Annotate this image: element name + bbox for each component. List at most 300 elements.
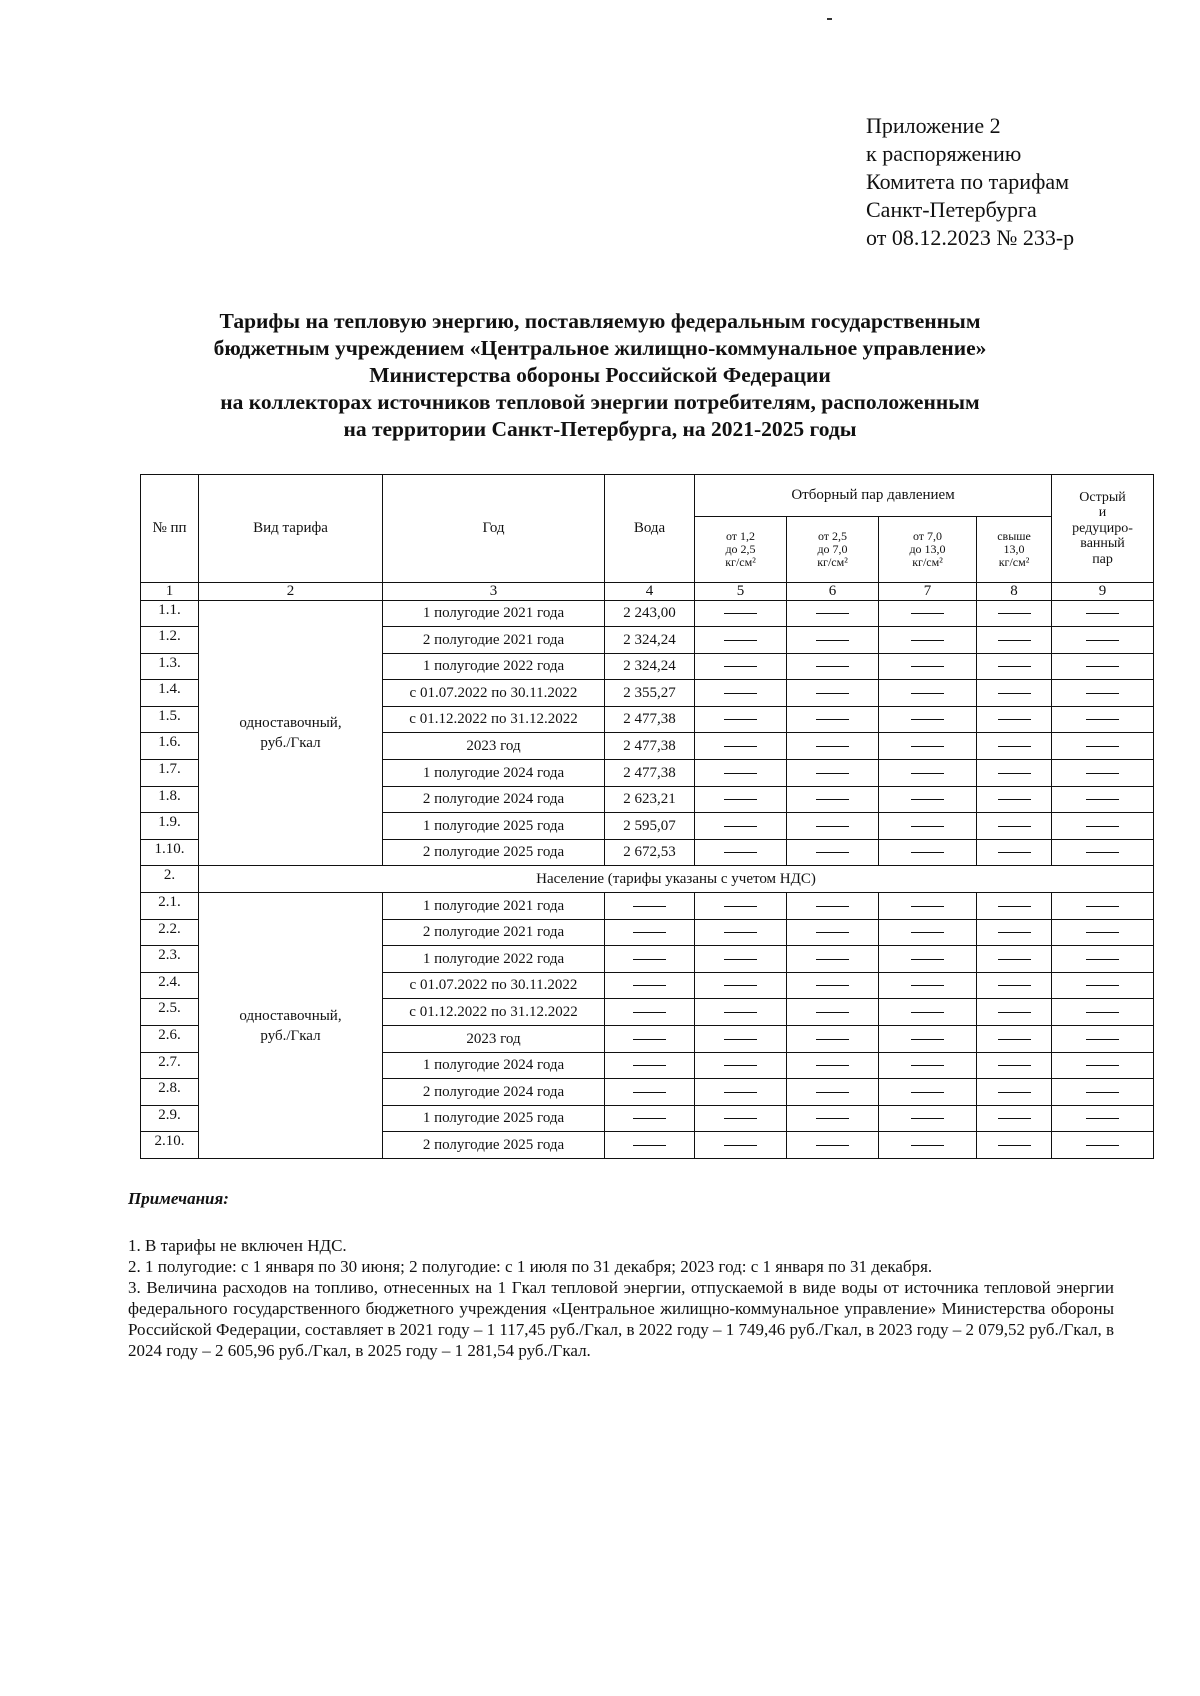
period-cell: 1 полугодие 2024 года bbox=[383, 1052, 605, 1079]
dash-mark bbox=[998, 1092, 1031, 1093]
dash-mark bbox=[911, 932, 944, 933]
column-number: 9 bbox=[1052, 583, 1154, 601]
dash-mark bbox=[724, 906, 757, 907]
empty-value-cell bbox=[605, 893, 695, 920]
row-number: 1.6. bbox=[141, 733, 199, 760]
empty-value-cell bbox=[879, 999, 977, 1026]
dash-mark bbox=[816, 1092, 849, 1093]
row-number: 2.2. bbox=[141, 919, 199, 946]
dash-mark bbox=[998, 826, 1031, 827]
dash-mark bbox=[633, 906, 666, 907]
header-steam-3-line: от 7,0 bbox=[912, 528, 943, 543]
note-item: 3. Величина расходов на топливо, отнесенных на 1 Гкал тепловой энергии, отпускаемой в виде воды от источника тепловой энергии федерального государственного бюджетного учреждения «Центральное жилищно-коммунальное управление» Министерства обороны Российской Федерации, составляет в 2021 году – 1 117,45 руб./Гкал, в 2022 году – 1 749,46 руб./Гкал, в 2023 году – 2 079,52 руб./Гкал, в 2024 году – 2 605,96 руб./Гкал, в 2025 году – 1 281,54 руб./Гкал. bbox=[128, 1278, 1114, 1360]
dash-mark bbox=[998, 640, 1031, 641]
column-number: 8 bbox=[977, 583, 1052, 601]
empty-value-cell bbox=[977, 919, 1052, 946]
dash-mark bbox=[998, 746, 1031, 747]
column-number: 2 bbox=[199, 583, 383, 601]
empty-value-cell bbox=[695, 946, 787, 973]
dash-mark bbox=[724, 1092, 757, 1093]
row-number: 2.7. bbox=[141, 1052, 199, 1079]
dash-mark bbox=[724, 613, 757, 614]
dash-mark bbox=[911, 613, 944, 614]
empty-value-cell bbox=[695, 653, 787, 680]
empty-value-cell bbox=[605, 1026, 695, 1053]
dash-mark bbox=[1086, 1039, 1119, 1040]
period-cell: 2 полугодие 2024 года bbox=[383, 786, 605, 813]
dash-mark bbox=[724, 693, 757, 694]
header-num: № пп bbox=[141, 475, 199, 583]
header-sharp-line: пар bbox=[1092, 551, 1113, 567]
dash-mark bbox=[1086, 959, 1119, 960]
empty-value-cell bbox=[977, 680, 1052, 707]
dash-mark bbox=[816, 719, 849, 720]
header-steam-1-line: до 2,5 bbox=[725, 541, 756, 556]
empty-value-cell bbox=[879, 600, 977, 627]
empty-value-cell bbox=[879, 1052, 977, 1079]
empty-value-cell bbox=[977, 1052, 1052, 1079]
period-cell: 2 полугодие 2025 года bbox=[383, 1132, 605, 1159]
empty-value-cell bbox=[977, 972, 1052, 999]
empty-value-cell bbox=[977, 733, 1052, 760]
empty-value-cell bbox=[879, 893, 977, 920]
empty-value-cell bbox=[695, 1026, 787, 1053]
empty-value-cell bbox=[1052, 600, 1154, 627]
empty-value-cell bbox=[1052, 760, 1154, 787]
tariff-table bbox=[140, 474, 1154, 1159]
dash-mark bbox=[998, 852, 1031, 853]
dash-mark bbox=[911, 959, 944, 960]
dash-mark bbox=[816, 1118, 849, 1119]
water-tariff-cell: 2 243,00 bbox=[605, 600, 695, 627]
dash-mark bbox=[911, 852, 944, 853]
dash-mark bbox=[911, 1065, 944, 1066]
empty-value-cell bbox=[787, 972, 879, 999]
section-header-row bbox=[141, 866, 1154, 893]
note-item: 1. В тарифы не включен НДС. bbox=[128, 1236, 347, 1255]
empty-value-cell bbox=[695, 1105, 787, 1132]
dash-mark bbox=[998, 1012, 1031, 1013]
dash-mark bbox=[724, 773, 757, 774]
empty-value-cell bbox=[879, 813, 977, 840]
appendix-line: Приложение 2 bbox=[866, 113, 1001, 138]
dash-mark bbox=[724, 1118, 757, 1119]
empty-value-cell bbox=[1052, 680, 1154, 707]
appendix-line: Санкт-Петербурга bbox=[866, 197, 1037, 222]
empty-value-cell bbox=[1052, 1079, 1154, 1106]
table-row bbox=[141, 600, 1154, 627]
dash-mark bbox=[816, 852, 849, 853]
dash-mark bbox=[816, 746, 849, 747]
empty-value-cell bbox=[787, 946, 879, 973]
empty-value-cell bbox=[977, 706, 1052, 733]
empty-value-cell bbox=[787, 813, 879, 840]
header-steam-3-line: кг/см² bbox=[912, 555, 943, 570]
empty-value-cell bbox=[879, 972, 977, 999]
row-number: 1.9. bbox=[141, 813, 199, 840]
dash-mark bbox=[724, 985, 757, 986]
empty-value-cell bbox=[977, 1079, 1052, 1106]
empty-value-cell bbox=[787, 893, 879, 920]
document-title bbox=[150, 308, 1050, 443]
dash-mark bbox=[724, 719, 757, 720]
dash-mark bbox=[911, 666, 944, 667]
dash-mark bbox=[816, 932, 849, 933]
empty-value-cell bbox=[695, 1132, 787, 1159]
dash-mark bbox=[1086, 1065, 1119, 1066]
dash-mark bbox=[816, 826, 849, 827]
empty-value-cell bbox=[695, 1052, 787, 1079]
empty-value-cell bbox=[879, 627, 977, 654]
dash-mark bbox=[1086, 640, 1119, 641]
empty-value-cell bbox=[605, 1132, 695, 1159]
empty-value-cell bbox=[787, 1052, 879, 1079]
title-line: на территории Санкт-Петербурга, на 2021-2025 годы bbox=[343, 417, 857, 441]
dash-mark bbox=[911, 719, 944, 720]
dash-mark bbox=[998, 799, 1031, 800]
title-line: на коллекторах источников тепловой энергии потребителям, расположенным bbox=[220, 390, 980, 414]
appendix-block bbox=[866, 112, 1074, 252]
empty-value-cell bbox=[695, 600, 787, 627]
column-number: 3 bbox=[383, 583, 605, 601]
period-cell: 1 полугодие 2022 года bbox=[383, 946, 605, 973]
dash-mark bbox=[998, 666, 1031, 667]
empty-value-cell bbox=[605, 999, 695, 1026]
dash-mark bbox=[1086, 666, 1119, 667]
water-tariff-cell: 2 324,24 bbox=[605, 627, 695, 654]
dash-mark bbox=[633, 1092, 666, 1093]
empty-value-cell bbox=[1052, 893, 1154, 920]
dash-mark bbox=[998, 773, 1031, 774]
empty-value-cell bbox=[1052, 1052, 1154, 1079]
empty-value-cell bbox=[605, 1079, 695, 1106]
row-number: 2.8. bbox=[141, 1079, 199, 1106]
row-number: 2. bbox=[141, 866, 199, 893]
empty-value-cell bbox=[605, 972, 695, 999]
period-cell: с 01.07.2022 по 30.11.2022 bbox=[383, 680, 605, 707]
empty-value-cell bbox=[977, 839, 1052, 866]
empty-value-cell bbox=[787, 1079, 879, 1106]
empty-value-cell bbox=[879, 786, 977, 813]
dash-mark bbox=[816, 666, 849, 667]
empty-value-cell bbox=[787, 680, 879, 707]
dash-mark bbox=[1086, 1092, 1119, 1093]
dash-mark bbox=[998, 1039, 1031, 1040]
dash-mark bbox=[724, 640, 757, 641]
empty-value-cell bbox=[695, 760, 787, 787]
dash-mark bbox=[911, 1118, 944, 1119]
empty-value-cell bbox=[1052, 919, 1154, 946]
empty-value-cell bbox=[695, 786, 787, 813]
row-number: 1.7. bbox=[141, 760, 199, 787]
empty-value-cell bbox=[787, 786, 879, 813]
dash-mark bbox=[1086, 693, 1119, 694]
empty-value-cell bbox=[1052, 1026, 1154, 1053]
period-cell: с 01.12.2022 по 31.12.2022 bbox=[383, 999, 605, 1026]
dash-mark bbox=[816, 640, 849, 641]
empty-value-cell bbox=[787, 1026, 879, 1053]
dash-mark bbox=[816, 959, 849, 960]
dash-mark bbox=[724, 799, 757, 800]
header-water: Вода bbox=[605, 475, 695, 583]
row-number: 2.9. bbox=[141, 1105, 199, 1132]
tariff-type-cell bbox=[199, 600, 383, 866]
dash-mark bbox=[998, 693, 1031, 694]
header-steam-2 bbox=[787, 517, 879, 583]
empty-value-cell bbox=[605, 946, 695, 973]
dash-mark bbox=[1086, 719, 1119, 720]
dash-mark bbox=[1086, 826, 1119, 827]
empty-value-cell bbox=[695, 813, 787, 840]
period-cell: 2 полугодие 2024 года bbox=[383, 1079, 605, 1106]
dash-mark bbox=[724, 746, 757, 747]
empty-value-cell bbox=[787, 1105, 879, 1132]
dash-mark bbox=[633, 1065, 666, 1066]
dash-mark bbox=[998, 932, 1031, 933]
dash-mark bbox=[816, 985, 849, 986]
dash-mark bbox=[724, 932, 757, 933]
row-number: 1.3. bbox=[141, 653, 199, 680]
column-number: 7 bbox=[879, 583, 977, 601]
header-steam-4-line: свыше bbox=[997, 528, 1031, 543]
dash-mark bbox=[998, 985, 1031, 986]
dash-mark bbox=[816, 613, 849, 614]
dash-mark bbox=[633, 985, 666, 986]
dash-mark bbox=[911, 640, 944, 641]
empty-value-cell bbox=[695, 706, 787, 733]
row-number: 1.4. bbox=[141, 680, 199, 707]
dash-mark bbox=[724, 1012, 757, 1013]
empty-value-cell bbox=[695, 999, 787, 1026]
header-steam-4-line: 13,0 bbox=[1003, 541, 1025, 556]
water-tariff-cell: 2 477,38 bbox=[605, 760, 695, 787]
dash-mark bbox=[816, 1145, 849, 1146]
dash-mark bbox=[911, 1092, 944, 1093]
header-sharp-line: ванный bbox=[1080, 536, 1125, 552]
notes-heading: Примечания: bbox=[128, 1189, 229, 1208]
empty-value-cell bbox=[695, 733, 787, 760]
period-cell: 1 полугодие 2021 года bbox=[383, 600, 605, 627]
period-cell: 1 полугодие 2025 года bbox=[383, 813, 605, 840]
empty-value-cell bbox=[977, 1105, 1052, 1132]
water-tariff-cell: 2 477,38 bbox=[605, 706, 695, 733]
dash-mark bbox=[1086, 613, 1119, 614]
water-tariff-cell: 2 595,07 bbox=[605, 813, 695, 840]
empty-value-cell bbox=[879, 946, 977, 973]
column-number: 1 bbox=[141, 583, 199, 601]
empty-value-cell bbox=[605, 1105, 695, 1132]
column-number: 4 bbox=[605, 583, 695, 601]
title-line: Министерства обороны Российской Федерации bbox=[369, 363, 831, 387]
empty-value-cell bbox=[1052, 786, 1154, 813]
tariff-type-cell bbox=[199, 893, 383, 1159]
dash-mark bbox=[911, 1039, 944, 1040]
empty-value-cell bbox=[1052, 1132, 1154, 1159]
appendix-line: Комитета по тарифам bbox=[866, 169, 1070, 194]
table-row bbox=[141, 893, 1154, 920]
title-line: бюджетным учреждением «Центральное жилищно-коммунальное управление» bbox=[213, 336, 987, 360]
empty-value-cell bbox=[977, 893, 1052, 920]
empty-value-cell bbox=[977, 1132, 1052, 1159]
empty-value-cell bbox=[605, 919, 695, 946]
header-sharp-line: редуциро- bbox=[1072, 520, 1133, 536]
dash-mark bbox=[633, 1118, 666, 1119]
water-tariff-cell: 2 672,53 bbox=[605, 839, 695, 866]
empty-value-cell bbox=[787, 1132, 879, 1159]
header-steam-2-line: от 2,5 bbox=[817, 528, 848, 543]
row-number: 2.4. bbox=[141, 972, 199, 999]
water-tariff-cell: 2 477,38 bbox=[605, 733, 695, 760]
dash-mark bbox=[816, 693, 849, 694]
dash-mark bbox=[633, 1012, 666, 1013]
header-steam-3 bbox=[879, 517, 977, 583]
dash-mark bbox=[998, 906, 1031, 907]
empty-value-cell bbox=[1052, 999, 1154, 1026]
empty-value-cell bbox=[879, 1026, 977, 1053]
dash-mark bbox=[1086, 852, 1119, 853]
dash-mark bbox=[1086, 932, 1119, 933]
empty-value-cell bbox=[787, 760, 879, 787]
header-steam-3-line: до 13,0 bbox=[909, 541, 946, 556]
row-number: 1.5. bbox=[141, 706, 199, 733]
empty-value-cell bbox=[879, 680, 977, 707]
empty-value-cell bbox=[695, 893, 787, 920]
dash-mark bbox=[1086, 773, 1119, 774]
empty-value-cell bbox=[787, 627, 879, 654]
header-steam-2-line: до 7,0 bbox=[817, 541, 848, 556]
header-steam-1-line: от 1,2 bbox=[725, 528, 756, 543]
period-cell: 1 полугодие 2024 года bbox=[383, 760, 605, 787]
dash-mark bbox=[998, 1065, 1031, 1066]
dash-mark bbox=[724, 826, 757, 827]
empty-value-cell bbox=[1052, 972, 1154, 999]
dash-mark bbox=[724, 666, 757, 667]
dash-mark bbox=[911, 906, 944, 907]
dash-mark bbox=[816, 1065, 849, 1066]
row-number: 2.5. bbox=[141, 999, 199, 1026]
header-sharp-steam bbox=[1052, 475, 1154, 583]
dash-mark bbox=[911, 985, 944, 986]
empty-value-cell bbox=[787, 653, 879, 680]
period-cell: 2 полугодие 2025 года bbox=[383, 839, 605, 866]
dash-mark bbox=[998, 1118, 1031, 1119]
dash-mark bbox=[911, 746, 944, 747]
row-number: 2.3. bbox=[141, 946, 199, 973]
empty-value-cell bbox=[695, 627, 787, 654]
header-steam-2-line: кг/см² bbox=[817, 555, 848, 570]
header-year: Год bbox=[383, 475, 605, 583]
empty-value-cell bbox=[1052, 653, 1154, 680]
empty-value-cell bbox=[787, 600, 879, 627]
empty-value-cell bbox=[695, 839, 787, 866]
empty-value-cell bbox=[695, 680, 787, 707]
dash-mark bbox=[816, 1039, 849, 1040]
dash-mark bbox=[816, 1012, 849, 1013]
dash-mark bbox=[633, 932, 666, 933]
empty-value-cell bbox=[977, 1026, 1052, 1053]
tariff-type-line: одноставочный, bbox=[239, 1007, 342, 1024]
dash-mark bbox=[1086, 1118, 1119, 1119]
empty-value-cell bbox=[879, 919, 977, 946]
row-number: 2.1. bbox=[141, 893, 199, 920]
dash-mark bbox=[1086, 985, 1119, 986]
period-cell: 2023 год bbox=[383, 733, 605, 760]
dash-mark bbox=[911, 826, 944, 827]
empty-value-cell bbox=[977, 653, 1052, 680]
header-steam-4-line: кг/см² bbox=[998, 555, 1030, 570]
dash-mark bbox=[1086, 906, 1119, 907]
dash-mark bbox=[911, 1012, 944, 1013]
dash-mark bbox=[911, 1145, 944, 1146]
column-number: 5 bbox=[695, 583, 787, 601]
row-number: 2.10. bbox=[141, 1132, 199, 1159]
dash-mark bbox=[911, 773, 944, 774]
water-tariff-cell: 2 324,24 bbox=[605, 653, 695, 680]
period-cell: 2 полугодие 2021 года bbox=[383, 627, 605, 654]
dash-mark bbox=[724, 1145, 757, 1146]
row-number: 1.2. bbox=[141, 627, 199, 654]
empty-value-cell bbox=[1052, 627, 1154, 654]
dash-mark bbox=[1086, 799, 1119, 800]
empty-value-cell bbox=[1052, 839, 1154, 866]
tariff-type-line: одноставочный, bbox=[239, 714, 342, 731]
header-steam-4 bbox=[977, 517, 1052, 583]
water-tariff-cell: 2 623,21 bbox=[605, 786, 695, 813]
empty-value-cell bbox=[787, 706, 879, 733]
header-steam-group: Отборный пар давлением bbox=[695, 475, 1052, 517]
empty-value-cell bbox=[787, 999, 879, 1026]
dash-mark bbox=[724, 959, 757, 960]
dash-mark bbox=[633, 1039, 666, 1040]
scan-mark bbox=[827, 18, 832, 20]
empty-value-cell bbox=[977, 627, 1052, 654]
dash-mark bbox=[998, 719, 1031, 720]
dash-mark bbox=[1086, 1145, 1119, 1146]
empty-value-cell bbox=[879, 653, 977, 680]
period-cell: 1 полугодие 2025 года bbox=[383, 1105, 605, 1132]
empty-value-cell bbox=[1052, 946, 1154, 973]
dash-mark bbox=[724, 1039, 757, 1040]
empty-value-cell bbox=[1052, 733, 1154, 760]
period-cell: 2023 год bbox=[383, 1026, 605, 1053]
dash-mark bbox=[724, 1065, 757, 1066]
appendix-line: к распоряжению bbox=[866, 141, 1022, 166]
empty-value-cell bbox=[879, 1079, 977, 1106]
empty-value-cell bbox=[695, 1079, 787, 1106]
empty-value-cell bbox=[787, 839, 879, 866]
row-number: 1.10. bbox=[141, 839, 199, 866]
dash-mark bbox=[724, 852, 757, 853]
title-line: Тарифы на тепловую энергию, поставляемую федеральным государственным bbox=[219, 309, 981, 333]
column-number: 6 bbox=[787, 583, 879, 601]
dash-mark bbox=[1086, 746, 1119, 747]
period-cell: 2 полугодие 2021 года bbox=[383, 919, 605, 946]
dash-mark bbox=[998, 959, 1031, 960]
empty-value-cell bbox=[977, 786, 1052, 813]
dash-mark bbox=[998, 1145, 1031, 1146]
empty-value-cell bbox=[695, 972, 787, 999]
dash-mark bbox=[816, 799, 849, 800]
dash-mark bbox=[911, 693, 944, 694]
empty-value-cell bbox=[787, 919, 879, 946]
empty-value-cell bbox=[879, 706, 977, 733]
empty-value-cell bbox=[879, 1132, 977, 1159]
dash-mark bbox=[633, 1145, 666, 1146]
dash-mark bbox=[998, 613, 1031, 614]
header-steam-1 bbox=[695, 517, 787, 583]
header-sharp-line: Острый bbox=[1079, 490, 1126, 506]
header-steam-1-line: кг/см² bbox=[725, 555, 756, 570]
